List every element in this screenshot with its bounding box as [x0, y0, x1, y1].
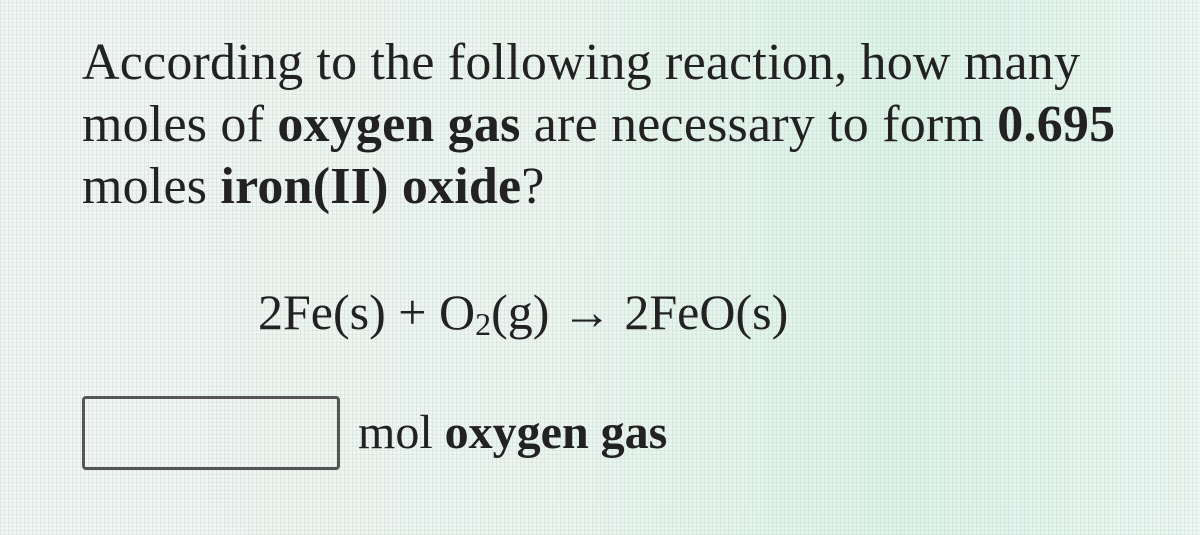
substance-iron-oxide: iron(II) oxide	[220, 158, 522, 215]
question-text-segment: moles	[82, 158, 221, 215]
equation-subscript: 2	[475, 306, 492, 342]
chemical-equation	[258, 282, 788, 342]
question-mark: ?	[521, 158, 545, 215]
question-text-segment: are necessary to form	[520, 96, 998, 153]
equation-left: 2Fe(s) + O	[258, 284, 476, 340]
given-moles-value: 0.695	[997, 96, 1116, 153]
question-line-2	[82, 94, 1192, 156]
unit-mol: mol	[358, 406, 445, 459]
answer-row	[82, 396, 667, 470]
question-line-3	[82, 156, 1192, 218]
question-line-1: According to the following reaction, how many	[82, 34, 1081, 91]
answer-input[interactable]	[82, 396, 340, 470]
unit-oxygen-gas: oxygen gas	[444, 406, 668, 459]
question-text	[82, 32, 1192, 218]
equation-right: (g) → 2FeO(s)	[491, 284, 789, 340]
question-text-segment: moles of	[82, 96, 278, 153]
substance-oxygen-gas: oxygen gas	[277, 96, 521, 153]
answer-unit-label	[358, 403, 667, 463]
